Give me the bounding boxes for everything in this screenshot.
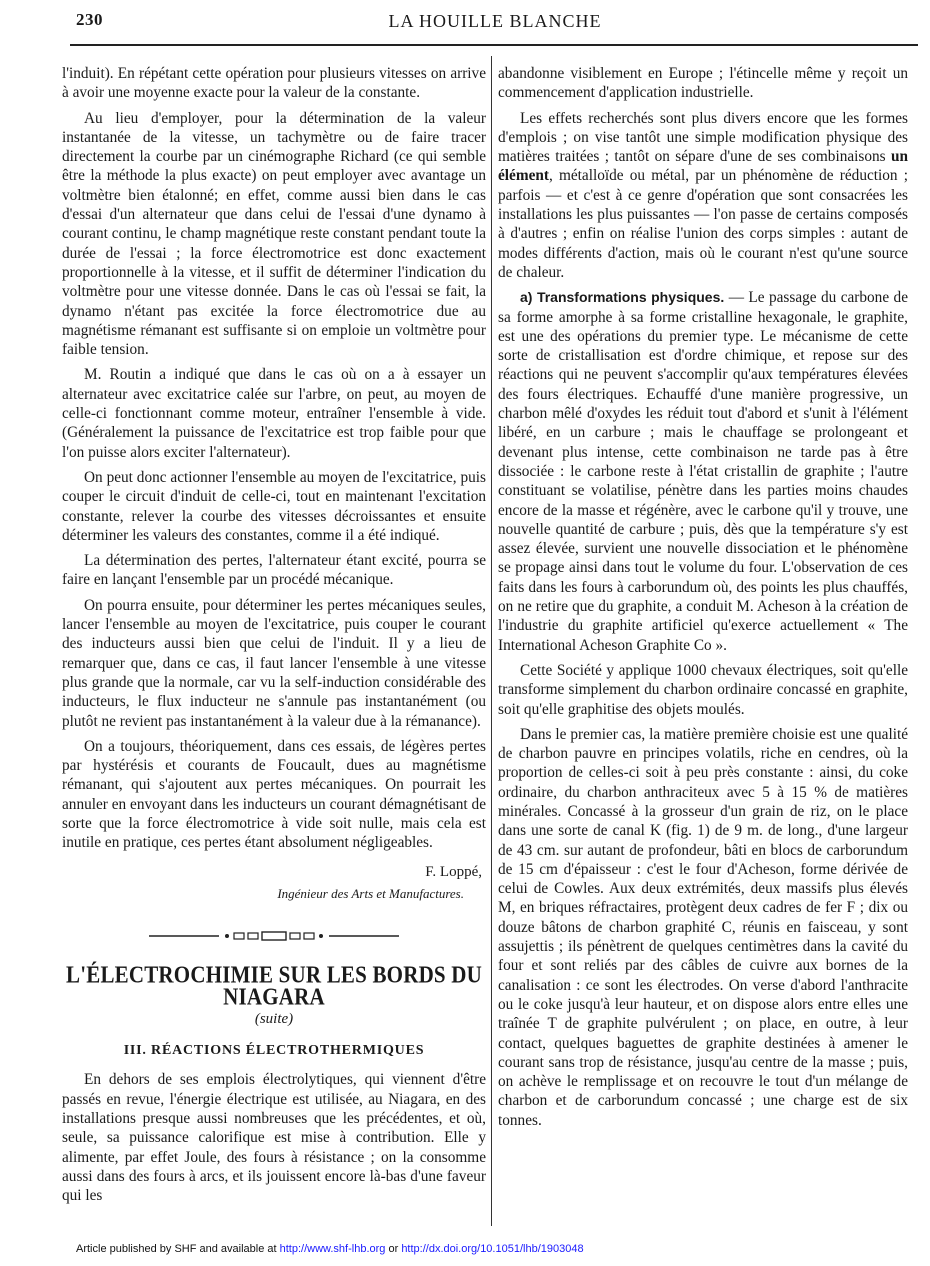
ornament-divider	[149, 931, 399, 941]
subsection-label: a) Transformations physiques.	[520, 289, 725, 306]
footer-text: Article published by SHF and available at	[76, 1243, 280, 1255]
section-heading: III. RÉACTIONS ÉLECTROTHERMIQUES	[123, 1043, 425, 1059]
paragraph: M. Routin a indiqué que dans le cas où on a à essayer un alternateur avec excitatrice calée sur l'arbre, on peut, au moyen de celle-ci fonctionnant comme moteur, entraîner l'ensemble à vide. (Généralement la puissance de l'excitatrice est trop faible pour que l'on puisse alors exciter l'alternateur).	[62, 366, 486, 461]
footer-note	[76, 1243, 584, 1255]
paragraph: l'induit). En répétant cette opération pour plusieurs vitesses on arrive à avoir une moyenne exacte pour la valeur de la constante.	[62, 65, 486, 102]
column-divider	[491, 56, 492, 1226]
article-subtitle: (suite)	[254, 1010, 294, 1027]
author-title: Ingénieur des Arts et Manufactures.	[277, 885, 464, 901]
footer-link-shf[interactable]: http://www.shf-lhb.org	[279, 1243, 386, 1255]
paragraph	[498, 288, 908, 655]
author-signature: F. Loppé,	[425, 863, 482, 880]
paragraph: La détermination des pertes, l'alternateur étant excité, pourra se faire en lançant l'ensemble par un procédé mécanique.	[62, 552, 486, 589]
paragraph: On pourra ensuite, pour déterminer les pertes mécaniques seules, lancer l'ensemble au moyen de l'excitatrice, puis couper le courant des inducteurs aussi bien que celui de l'induit. Il y a lieu de remarquer que, dans ce cas, il faut lancer l'ensemble à une vitesse plus grande que la normale, car vu la self-induction considérable des inducteurs, le flux inducteur ne s'annule pas instantanément (ou plutôt ne revient pas instantanément à la valeur due à la rémanance).	[62, 596, 486, 730]
paragraph	[498, 109, 908, 283]
text-run: , métalloïde ou métal, par un phénomène de réduction ; parfois — et c'est à ce genre d'opération que sont consacrées les installations les plus puissantes — l'on passe de certains composés à d'autres ; enfin on réalise l'union des corps simples : autant de modes différents d'action, mais où le courant n'est qu'une source de chaleur.	[498, 167, 908, 281]
text-run: Les effets recherchés sont plus divers encore que les formes d'emplois ; on vise tantôt une simple modification physique des matières traitées ; tantôt on sépare d'une de ses combinaisons	[498, 109, 908, 166]
footer-text: or	[385, 1243, 402, 1255]
paragraph: Dans le premier cas, la matière première choisie est une qualité de charbon pauvre en principes volatils, riche en cendres, où la proportion de celles-ci soit à peu près constante : ainsi, du coke ordinaire, du charbon anthraciteux avec 5 à 15 % de matières minérales. Concassé à la grosseur d'un grain de riz, on le place dans une sorte de canal K (fig. 1) de 9 m. de long., d'une largeur de 43 cm. sur autant de profondeur, bâti en blocs de carborundum de 15 cm d'épaisseur : c'est le four d'Acheson, forme dérivée de celui de Cowles. Aux deux extrémités, deux massifs plus élevés M, en briques réfractaires, protègent deux cadres de fer F ; dix ou douze bâtons de charbon graphité C, réunis en faisceau, y sont assujettis ; ils pénètrent de quelques centimètres dans la cavité du four et sont reliés par des câbles de cuivre aux bornes de la canalisation : ce sont les électrodes. On verse d'abord l'anthracite ou le coke jusqu'à leur hauteur, et on dispose alors entre elles une traînée T de graphite pulvérulent ; on place, en outre, à leur contact, quelques baguettes de graphite destinées à amener le courant sans trop de résistance, jusqu'au centre de la masse ; puis, on achève le remplissage et on recouvre le tout d'un mélange de charbon et de carborundum concassé ; une charge est de six tonnes.	[498, 725, 908, 1129]
header-rule	[70, 44, 918, 46]
paragraph: On peut donc actionner l'ensemble au moyen de l'excitatrice, puis couper le circuit d'induit de celle-ci, tout en maintenant l'excitation constante, relever la courbe des vitesses décroissantes et ensuite déterminer les valeurs des constantes, comme il a été indiqué.	[62, 468, 486, 544]
emphasis: un élément	[498, 148, 908, 185]
article-title: L'ÉLECTROCHIMIE SUR LES BORDS DU NIAGARA	[66, 960, 482, 1011]
paragraph: On a toujours, théoriquement, dans ces essais, de légères pertes par hystérésis et courants de Foucault, dues au magnétisme rémanant, qui s'ajoutent aux pertes mécaniques. On pourrait les annuler en envoyant dans les inducteurs un courant démagnétisant de sorte que la force électromotrice à vide soit nulle, mais cela est inutile en pratique, ces pertes étant absolument négligeables.	[62, 737, 486, 852]
right-column	[498, 64, 908, 1136]
left-column	[62, 64, 486, 1211]
text-run: — Le passage du carbone de sa forme amorphe à sa forme cristalline hexagonale, le graphite, est une des opérations du premier type. Le mécanisme de cette sorte de cristallisation est d'ordre chimique, et repose sur des réactions qui ne peuvent s'accomplir qu'aux températures élevées des fours électriques. Echauffé d'une manière progressive, un charbon mêlé d'oxydes les réduit tout d'abord et s'unit à l'élément libéré, en un carbure ; mais le chauffage se prolongeant et devenant plus intense, cette combinaison ne tarde pas à être dissociée : le carbone reste à l'état cristallin de graphite ; l'autre constituant se volatilise, pénètre dans les parties moins chaudes encore de la masse et régénère, avec le carbone qu'il y trouve, une nouvelle quantité de carbure ; puis, dès que la température s'y est assez élevée, survient une nouvelle dissociation et le phénomène se propage ainsi dans tout le volume du four. L'observation de ces faits dans les fours à carborundum où, des points les plus chauffés, on ne retire que du graphite, a conduit M. Acheson à la création de l'industrie du graphite artificiel qu'exerce actuellement « The International Acheson Graphite Co ».	[498, 289, 908, 654]
paragraph: Au lieu d'employer, pour la détermination de la valeur instantanée de la vitesse, un tachymètre ou de faire tracer directement la courbe par un cinémographe Richard (ce qui semble être la méthode la plus exacte) on peut employer avec avantage un voltmètre bien étalonné; en effet, comme aussi bien dans le cas d'essai d'un alternateur que dans celui de l'essai d'une dynamo à courant continu, le champ magnétique reste constant pendant toute la durée de l'essai ; la force électromotrice est donc exactement proportionnelle à la vitesse, et il suffit de déterminer l'indication du voltmètre pour une vitesse donnée. Dans le cas où l'essai se fait, la dynamo n'étant pas excitée la force électromotrice due au magnétisme rémanant est suffisante si on emploie un voltmètre pour faible tension.	[62, 109, 486, 359]
paragraph: En dehors de ses emplois électrolytiques, qui viennent d'être passés en revue, l'énergie électrique est utilisée, au Niagara, en des installations presque aussi nombreuses que les précédentes, et où, seule, sa puissance calorifique est mise à contribution. Elle y alimente, par effet Joule, des fours à résistance ; on la consomme aussi dans des fours à arcs, et ils jouissent encore là-bas d'une faveur qui les	[62, 1071, 486, 1205]
page-number: 230	[76, 10, 103, 29]
journal-title: LA HOUILLE BLANCHE	[388, 11, 602, 31]
paragraph: abandonne visiblement en Europe ; l'étincelle même y reçoit un commencement d'application industrielle.	[498, 65, 908, 102]
footer-link-doi[interactable]: http://dx.doi.org/10.1051/lhb/1903048	[401, 1243, 584, 1255]
paragraph: Cette Société y applique 1000 chevaux électriques, soit qu'elle transforme simplement du charbon ordinaire concassé en graphite, soit qu'elle graphitise des objets moulés.	[498, 661, 908, 718]
